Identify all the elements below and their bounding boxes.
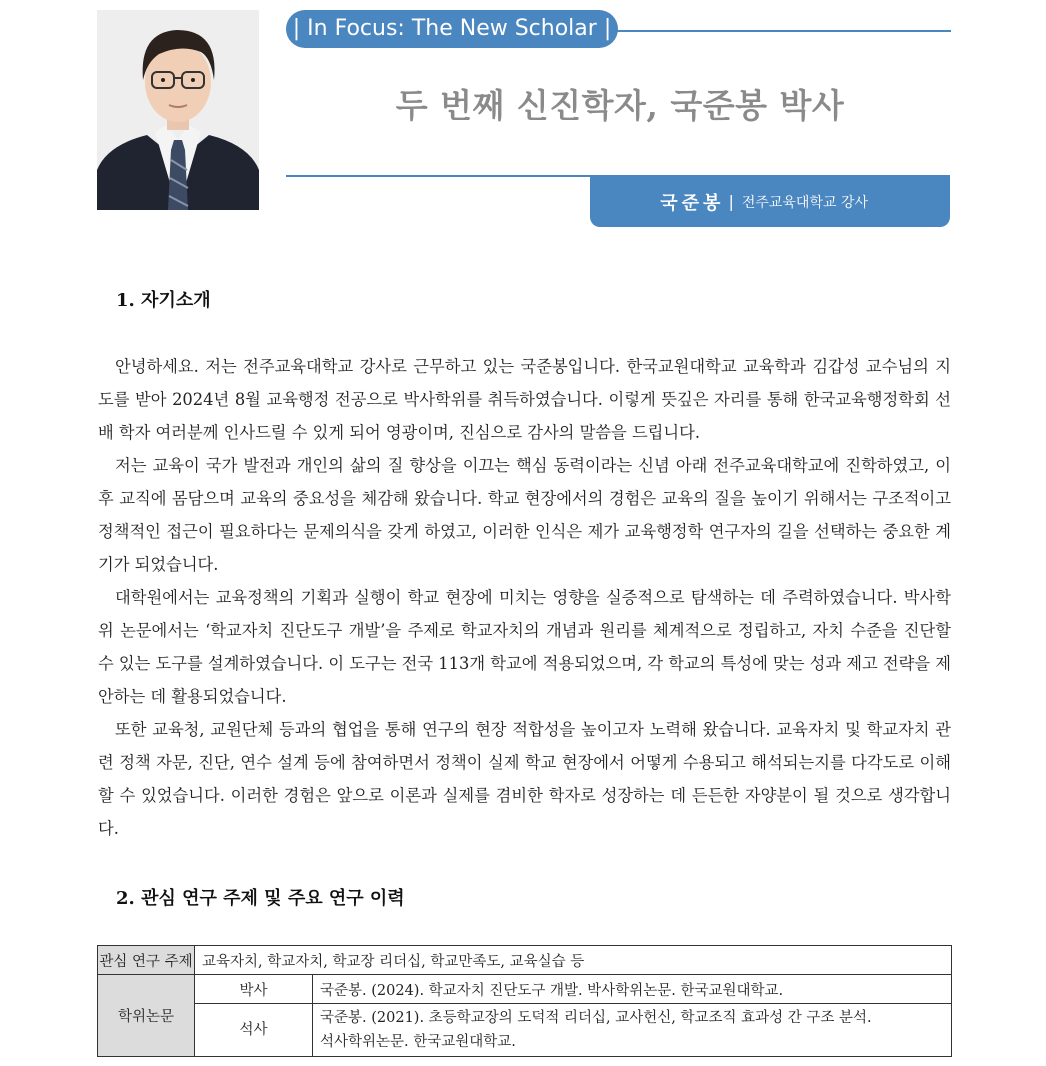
interest-label: 관심 연구 주제 [98,946,195,975]
portrait-illustration [97,10,259,210]
intro-paragraph: 또한 교육청, 교원단체 등과의 협업을 통해 연구의 현장 적합성을 높이고자 노력해 왔습니다. 교육자치 및 학교자치 관련 정책 자문, 진단, 연수 설계 등에 참여하면서 정책이 실제 학교 현장에서 어떻게 수용되고 해석되는지를 다각도로 이해할 수 있었습니다. 이러한 경험은 앞으로 이론과 실제를 겸비한 학자로 성장하는 데 든든한 자양분이 될 것으로 생각합니다. [98,720,951,838]
page-title: 두 번째 신진학자, 국준봉 박사 [395,86,845,125]
section-heading-research: 2. 관심 연구 주제 및 주요 연구 이력 [116,888,405,909]
author-name: 국준봉 [660,192,725,214]
intro-paragraph: 대학원에서는 교육정책의 기획과 실행이 학교 현장에 미치는 영향을 실증적으로 탐색하는 데 주력하였습니다. 박사학위 논문에서는 ‘학교자치 진단도구 개발’을 주제로 학교자치의 개념과 원리를 체계적으로 정립하고, 자치 수준을 진단할 수 있는 도구를 설계하였습니다. 이 도구는 전국 113개 학교에 적용되었으며, 각 학교의 특성에 맞는 성과 제고 전략을 제안하는 데 활용되었습니다. [98,588,951,706]
ma-value-line: 국준봉. (2021). 초등학교장의 도덕적 리더십, 교사헌신, 학교조직 효과성 간 구조 분석. [320,1010,872,1026]
phd-label: 박사 [195,975,313,1004]
author-portrait [97,10,259,210]
ma-label: 석사 [195,1004,313,1057]
author-affiliation: 전주교육대학교 강사 [741,194,868,211]
table-row [98,1004,952,1057]
ma-value [313,1004,952,1057]
interest-value: 교육자치, 학교자치, 학교장 리더십, 학교만족도, 교육실습 등 [195,946,952,975]
intro-paragraph: 저는 교육이 국가 발전과 개인의 삶의 질 향상을 이끄는 핵심 동력이라는 신념 아래 전주교육대학교에 진학하였고, 이후 교직에 몸담으며 교육의 중요성을 체감해 왔습니다. 학교 현장에서의 경험은 교육의 질을 높이기 위해서는 구조적이고 정책적인 접근이 필요하다는 문제의식을 갖게 하였고, 이러한 인식은 제가 교육행정학 연구자의 길을 선택하는 중요한 계기가 되었습니다. [98,456,951,574]
phd-value: 국준봉. (2024). 학교자치 진단도구 개발. 박사학위논문. 한국교원대학교. [313,975,952,1004]
intro-paragraph: 안녕하세요. 저는 전주교육대학교 강사로 근무하고 있는 국준봉입니다. 한국교원대학교 교육학과 김갑성 교수님의 지도를 받아 2024년 8월 교육행정 전공으로 박사학위를 취득하였습니다. 이렇게 뜻깊은 자리를 통해 한국교육행정학회 선배 학자 여러분께 인사드릴 수 있게 되어 영광이며, 진심으로 감사의 말씀을 드립니다. [98,357,951,442]
author-box [590,176,950,227]
thesis-label: 학위논문 [98,975,195,1057]
focus-banner: | In Focus: The New Scholar | [286,10,618,48]
table-row [98,975,952,1004]
research-table [97,945,952,1057]
ma-value-line: 석사학위논문. 한국교원대학교. [320,1034,516,1050]
intro-body [98,350,951,845]
table-row [98,946,952,975]
author-separator: | [728,192,734,211]
banner-line [610,30,951,32]
section-heading-intro: 1. 자기소개 [116,290,211,311]
